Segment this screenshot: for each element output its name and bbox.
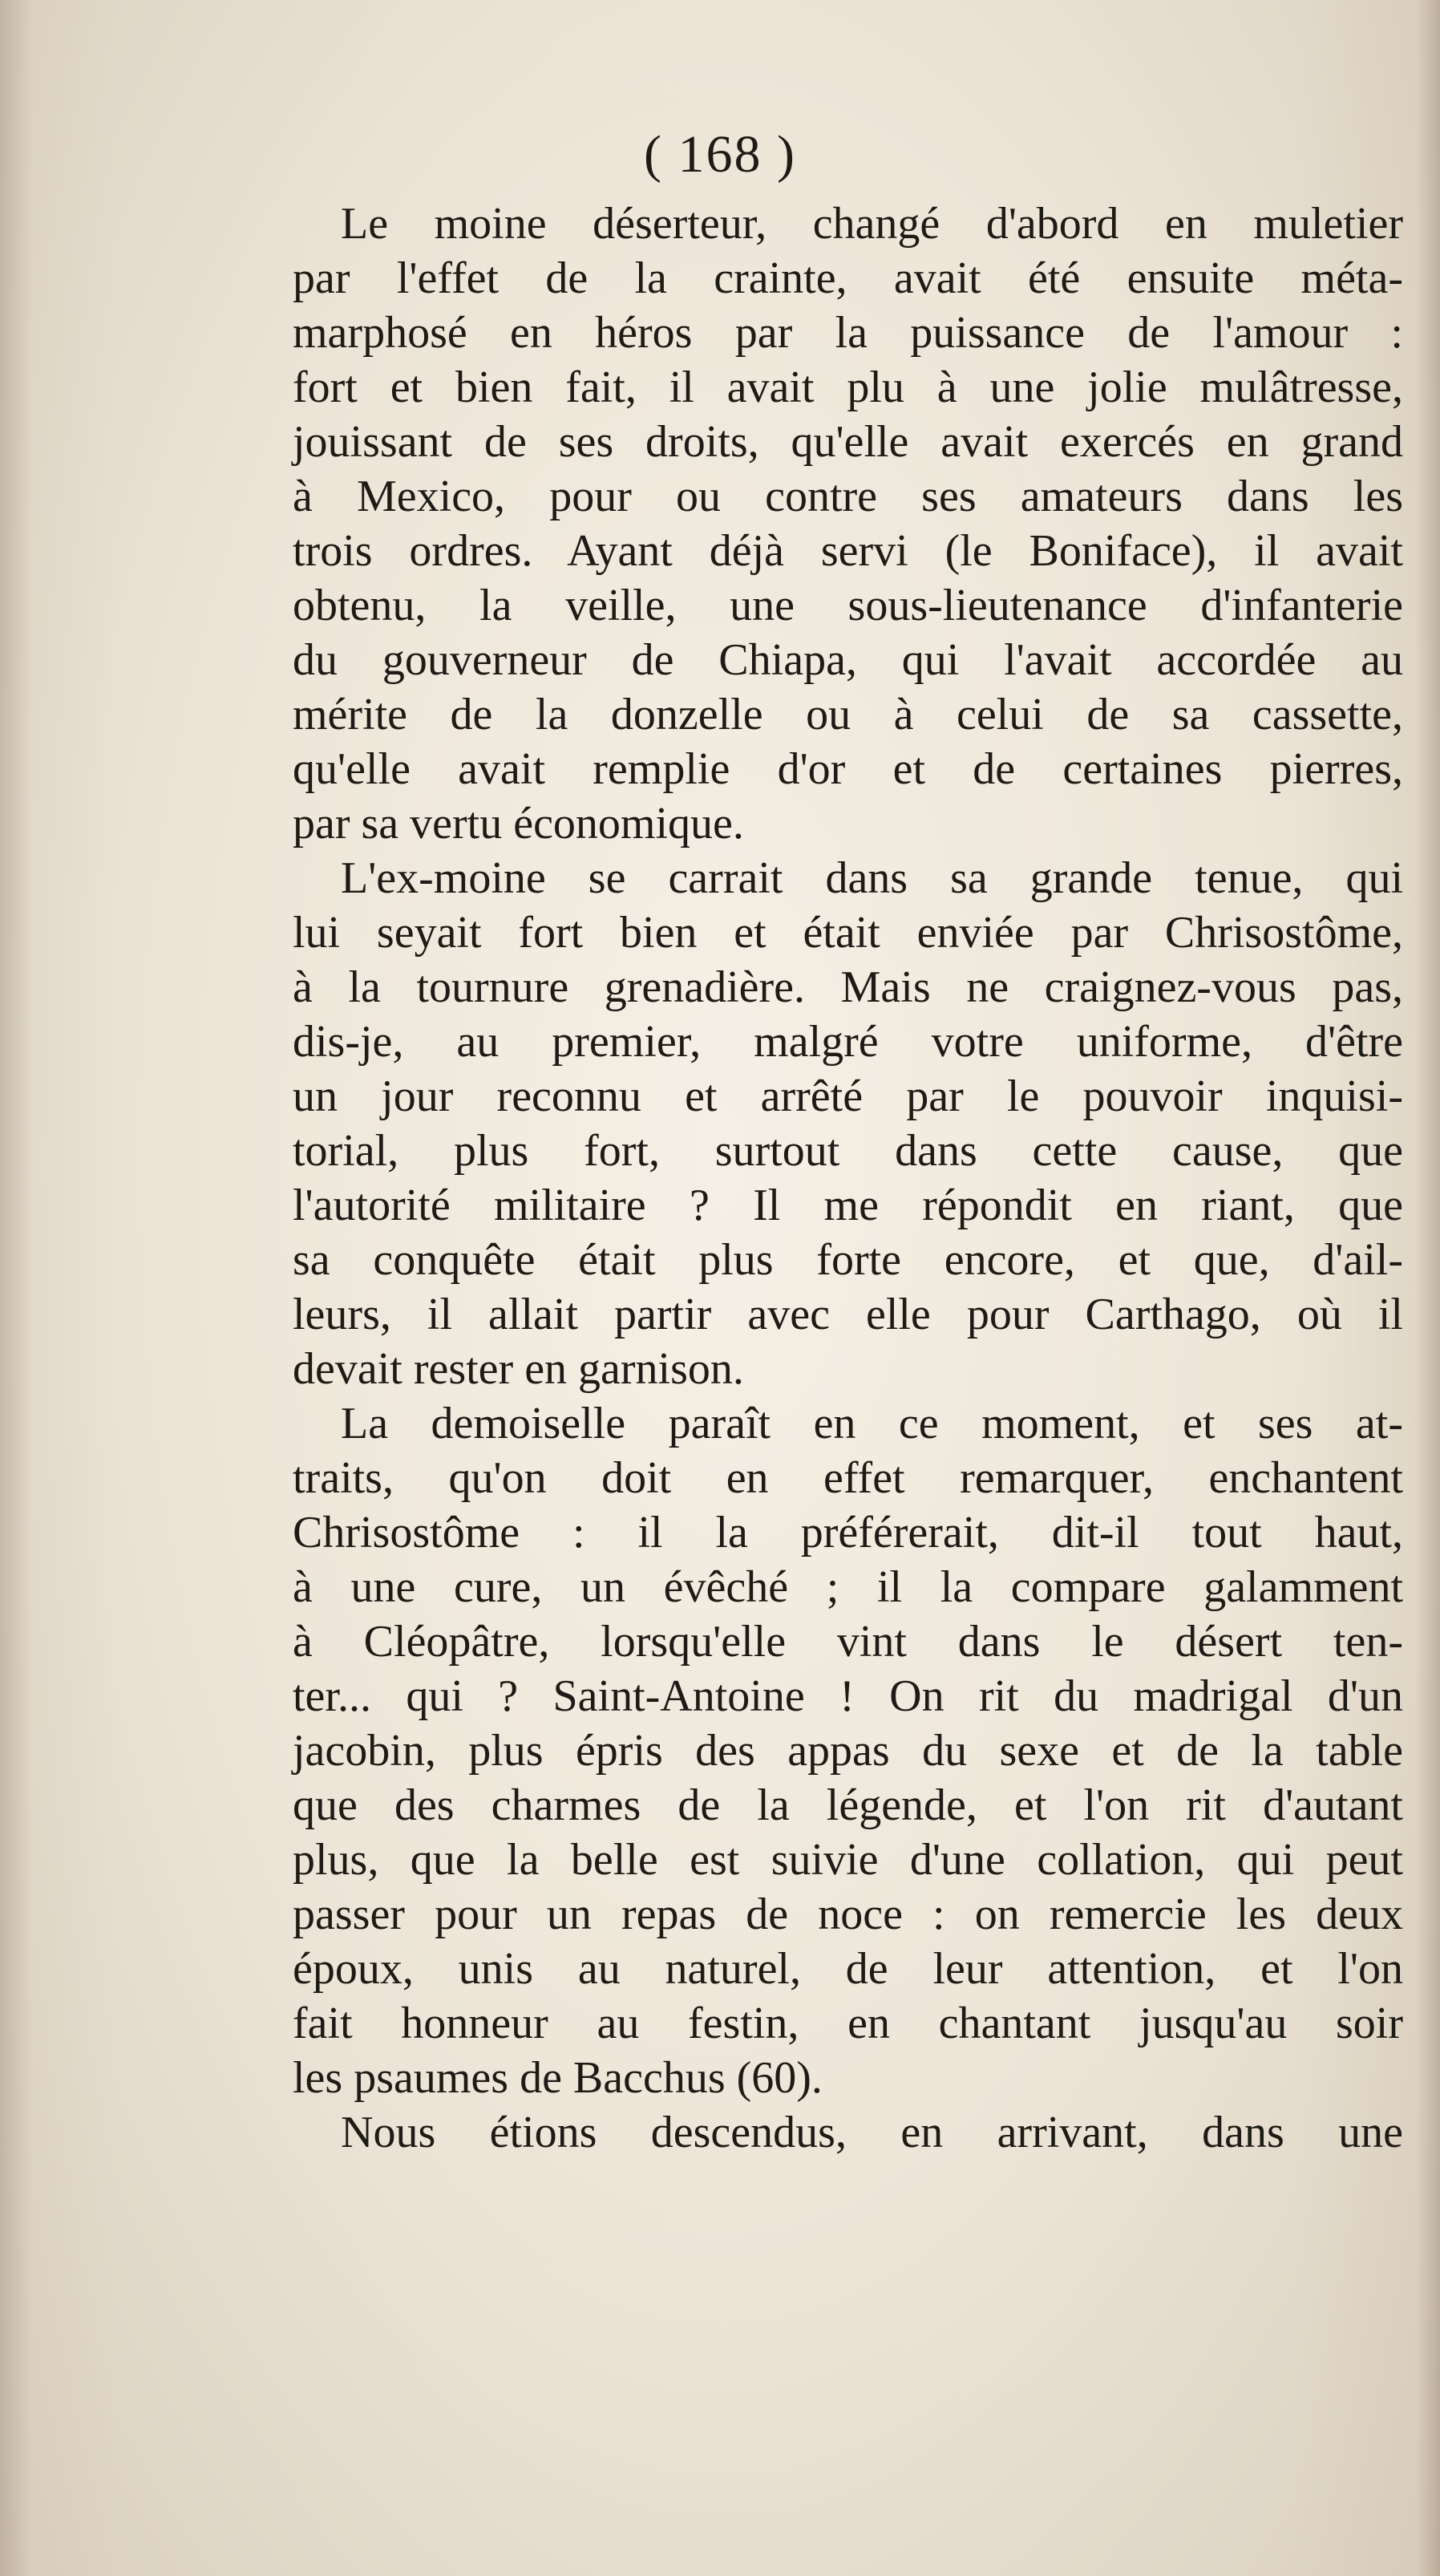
text-line: l'autorité militaire ? Il me répondit en riant, que	[293, 1181, 1403, 1230]
text-line: passer pour un repas de noce : on remercie les deux	[293, 1889, 1403, 1939]
text-line: fort et bien fait, il avait plu à une jolie mulâtresse,	[293, 363, 1403, 412]
text-line: à Cléopâtre, lorsqu'elle vint dans le désert ten-	[293, 1617, 1403, 1667]
text-line: mérite de la donzelle ou à celui de sa cassette,	[293, 690, 1403, 739]
text-line: qu'elle avait remplie d'or et de certaines pierres,	[293, 744, 1403, 794]
text-line: à Mexico, pour ou contre ses amateurs dans les	[293, 472, 1403, 521]
text-line: sa conquête était plus forte encore, et que, d'ail-	[293, 1235, 1403, 1285]
page-edge	[1416, 0, 1440, 2576]
text-line: L'ex-moine se carrait dans sa grande tenue, qui	[341, 853, 1403, 903]
text-line: plus, que la belle est suivie d'une collation, qui peut	[293, 1835, 1403, 1885]
text-line: lui seyait fort bien et était enviée par Chrisostôme,	[293, 908, 1403, 958]
text-line: jacobin, plus épris des appas du sexe et de la table	[293, 1726, 1403, 1776]
text-line: Le moine déserteur, changé d'abord en muletier	[341, 199, 1403, 249]
text-line: que des charmes de la légende, et l'on rit d'autant	[293, 1780, 1403, 1830]
text-line: dis-je, au premier, malgré votre uniforme, d'être	[293, 1017, 1403, 1067]
text-line: trois ordres. Ayant déjà servi (le Boniface), il avait	[293, 526, 1403, 576]
text-line: leurs, il allait partir avec elle pour Carthago, où il	[293, 1290, 1403, 1339]
text-line: du gouverneur de Chiapa, qui l'avait accordée au	[293, 635, 1403, 685]
text-line: jouissant de ses droits, qu'elle avait exercés en grand	[293, 417, 1403, 467]
text-line: à la tournure grenadière. Mais ne craignez-vous pas,	[293, 962, 1403, 1012]
text-line: ter... qui ? Saint-Antoine ! On rit du madrigal d'un	[293, 1671, 1403, 1721]
body-text	[293, 196, 1403, 2160]
text-line: Nous étions descendus, en arrivant, dans une	[341, 2108, 1403, 2157]
text-line: par sa vertu économique.	[293, 799, 744, 849]
text-line: les psaumes de Bacchus (60).	[293, 2053, 823, 2103]
text-line: à une cure, un évêché ; il la compare galamment	[293, 1562, 1403, 1612]
text-line: marphosé en héros par la puissance de l'amour :	[293, 308, 1403, 358]
text-line: fait honneur au festin, en chantant jusqu'au soir	[293, 1999, 1403, 2048]
spine-shadow	[0, 0, 32, 2576]
text-line: devait rester en garnison.	[293, 1344, 744, 1394]
text-line: obtenu, la veille, une sous-lieutenance d'infanterie	[293, 581, 1403, 630]
text-line: par l'effet de la crainte, avait été ensuite méta-	[293, 253, 1403, 303]
text-line: époux, unis au naturel, de leur attention, et l'on	[293, 1944, 1403, 1994]
text-line: traits, qu'on doit en effet remarquer, enchantent	[293, 1453, 1403, 1503]
page-number: ( 168 )	[644, 125, 796, 184]
text-line: La demoiselle paraît en ce moment, et ses at-	[341, 1399, 1403, 1448]
text-line: torial, plus fort, surtout dans cette cause, que	[293, 1126, 1403, 1176]
text-line: un jour reconnu et arrêté par le pouvoir inquisi-	[293, 1071, 1403, 1121]
text-line: Chrisostôme : il la préférerait, dit-il tout haut,	[293, 1508, 1403, 1557]
